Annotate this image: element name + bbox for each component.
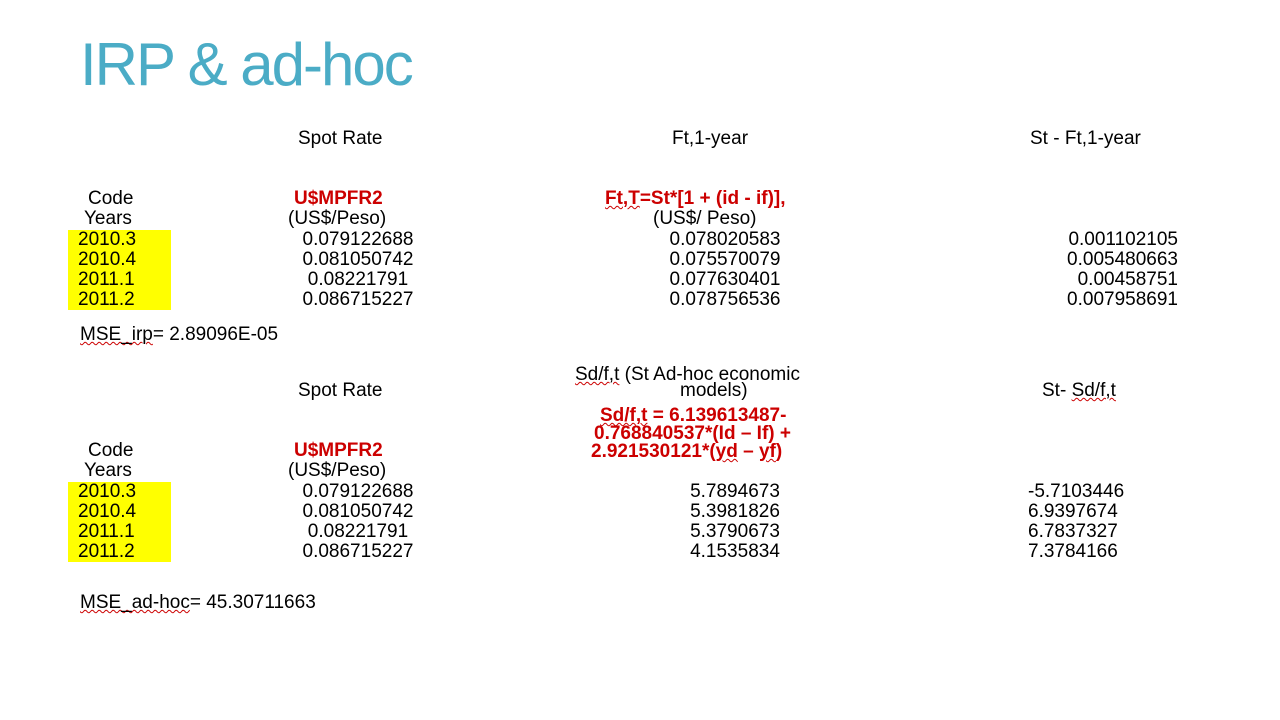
spot-rate-cell: 0.079122688 bbox=[302, 481, 414, 502]
diff-cell: 0.005480663 bbox=[1067, 249, 1178, 270]
year-cell: 2010.4 bbox=[78, 249, 137, 270]
t2-years-label: Years bbox=[84, 460, 132, 481]
spot-rate-cell: 0.08221791 bbox=[307, 521, 409, 542]
t2-formula-l3-sq1: yd bbox=[715, 441, 738, 462]
t2-header-model-line2: models) bbox=[680, 380, 748, 401]
t2-header-diff-sq: Sd/f,t bbox=[1071, 380, 1116, 401]
adhoc-model-cell: 5.3981826 bbox=[690, 501, 780, 522]
t2-formula-line2: 0.768840537*(Id – If) + bbox=[594, 423, 791, 444]
t1-header-forward: Ft,1-year bbox=[672, 128, 749, 149]
spot-rate-cell: 0.086715227 bbox=[302, 289, 414, 310]
t1-years-label: Years bbox=[84, 208, 132, 229]
t2-header-model-rest: (St Ad-hoc economic bbox=[619, 364, 800, 385]
forward-rate-cell: 0.077630401 bbox=[669, 269, 781, 290]
t1-formula-rest: =St*[1 + (id - if)], bbox=[639, 188, 786, 209]
t2-formula-l1-rest: = 6.139613487- bbox=[647, 405, 787, 426]
t2-code-label: Code bbox=[88, 440, 134, 461]
t2-formula-l3-sq2: yf bbox=[758, 441, 776, 462]
t1-formula-prefix: Ft,T bbox=[605, 188, 640, 209]
year-cell: 2010.4 bbox=[78, 501, 137, 522]
t1-mse bbox=[80, 324, 278, 346]
forward-rate-cell: 0.078020583 bbox=[669, 229, 781, 250]
year-cell: 2011.2 bbox=[78, 289, 135, 310]
t2-formula-l3-suffix: ) bbox=[775, 441, 783, 462]
t1-forward-formula bbox=[605, 188, 786, 210]
year-cell: 2010.3 bbox=[78, 481, 137, 502]
t2-header-diff bbox=[1042, 380, 1116, 402]
t2-mse-value: = 45.30711663 bbox=[189, 592, 316, 613]
diff-cell: 0.007958691 bbox=[1067, 289, 1178, 310]
forward-rate-cell: 0.078756536 bbox=[669, 289, 781, 310]
t2-formula-l1-prefix: Sd/f,t bbox=[600, 405, 648, 426]
year-cell: 2011.1 bbox=[78, 269, 135, 290]
t1-mse-label: MSE_irp bbox=[80, 324, 153, 345]
diff-cell: 6.9397674 bbox=[1028, 501, 1118, 522]
diff-cell: -5.7103446 bbox=[1028, 481, 1125, 502]
adhoc-model-cell: 4.1535834 bbox=[690, 541, 780, 562]
t1-header-spot: Spot Rate bbox=[298, 128, 383, 149]
t2-header-spot: Spot Rate bbox=[298, 380, 383, 401]
adhoc-model-cell: 5.7894673 bbox=[690, 481, 780, 502]
spot-rate-cell: 0.079122688 bbox=[302, 229, 414, 250]
t2-formula-l3-mid: – bbox=[737, 441, 759, 462]
t1-series-code: U$MPFR2 bbox=[294, 188, 383, 209]
diff-cell: 7.3784166 bbox=[1028, 541, 1118, 562]
t2-header-diff-prefix: St- bbox=[1042, 380, 1072, 401]
t1-code-label: Code bbox=[88, 188, 134, 209]
spot-rate-cell: 0.081050742 bbox=[302, 249, 414, 270]
year-cell: 2011.2 bbox=[78, 541, 135, 562]
t1-series-units: (US$/Peso) bbox=[288, 208, 387, 229]
forward-rate-cell: 0.075570079 bbox=[669, 249, 781, 270]
t2-series-units: (US$/Peso) bbox=[288, 460, 387, 481]
spot-rate-cell: 0.081050742 bbox=[302, 501, 414, 522]
t2-series-code: U$MPFR2 bbox=[294, 440, 383, 461]
diff-cell: 0.00458751 bbox=[1077, 269, 1178, 290]
t2-mse bbox=[80, 592, 316, 614]
diff-cell: 0.001102105 bbox=[1068, 229, 1178, 250]
slide-title: IRP & ad-hoc bbox=[80, 31, 412, 98]
diff-cell: 6.7837327 bbox=[1028, 521, 1118, 542]
t2-formula-line3 bbox=[591, 441, 782, 463]
spot-rate-cell: 0.08221791 bbox=[307, 269, 409, 290]
t1-header-diff: St - Ft,1-year bbox=[1030, 128, 1141, 149]
t1-forward-units: (US$/ Peso) bbox=[653, 208, 757, 229]
year-cell: 2011.1 bbox=[78, 521, 135, 542]
year-cell: 2010.3 bbox=[78, 229, 137, 250]
adhoc-model-cell: 5.3790673 bbox=[690, 521, 780, 542]
t1-mse-value: = 2.89096E-05 bbox=[152, 324, 279, 345]
spot-rate-cell: 0.086715227 bbox=[302, 541, 414, 562]
t2-formula-l3-prefix: 2.921530121*( bbox=[591, 441, 716, 462]
t2-header-model-prefix: Sd/f,t bbox=[575, 364, 620, 385]
t2-mse-label: MSE_ad-hoc bbox=[80, 592, 190, 613]
